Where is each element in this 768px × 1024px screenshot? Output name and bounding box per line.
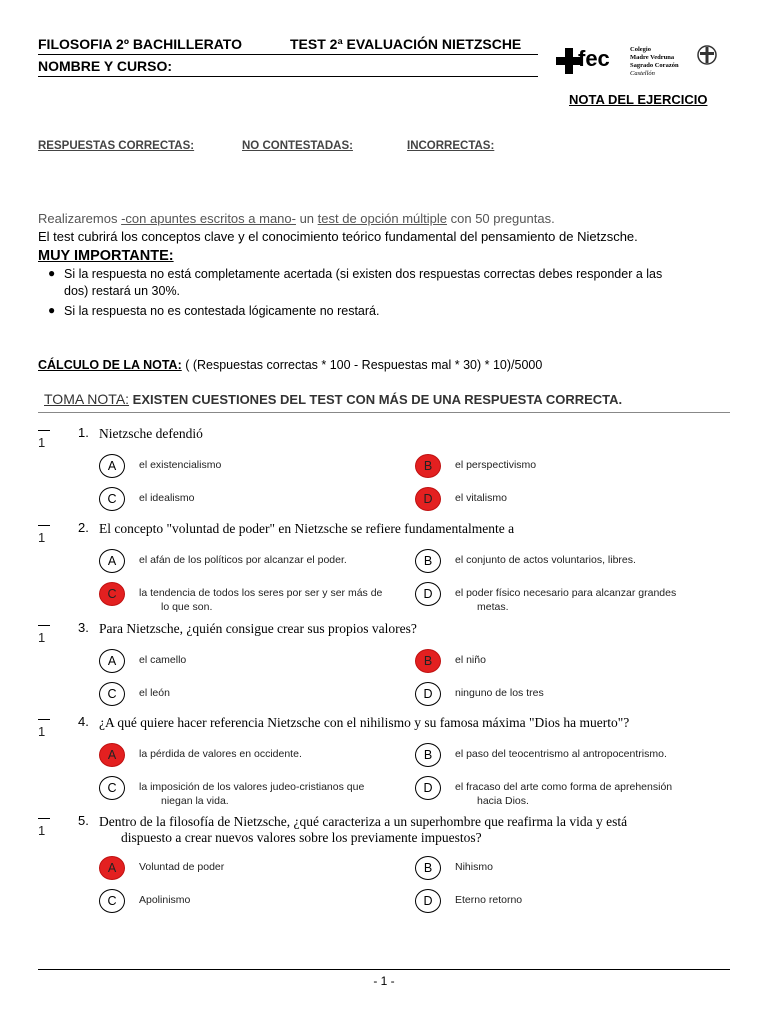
option-c-bubble[interactable]: C: [99, 582, 125, 606]
option-b-text: el paso del teocentrismo al antropocentrismo.: [455, 748, 667, 760]
option-c-text: la tendencia de todos los seres por ser y ser más de lo que son.: [139, 587, 383, 613]
option-a-bubble[interactable]: A: [99, 743, 125, 767]
option-b-text: Nihismo: [455, 861, 493, 873]
option-d-bubble[interactable]: D: [415, 487, 441, 511]
option-a-bubble[interactable]: A: [99, 549, 125, 573]
question-score: 1: [38, 719, 50, 739]
option-d-text: el poder físico necesario para alcanzar grandes metas.: [455, 587, 677, 613]
option-d-text: ninguno de los tres: [455, 687, 544, 699]
option-d-bubble[interactable]: D: [415, 682, 441, 706]
grade-formula: CÁLCULO DE LA NOTA: ( (Respuestas correctas * 100 - Respuestas mal * 30) * 10)/5000: [38, 358, 543, 372]
option-a-bubble[interactable]: A: [99, 856, 125, 880]
question-number: 2.: [78, 520, 89, 535]
question-number: 5.: [78, 813, 89, 828]
crest-icon: [696, 44, 718, 66]
question-text: El concepto "voluntad de poder" en Nietzsche se refiere fundamentalmente a: [99, 521, 515, 536]
option-b-text: el perspectivismo: [455, 459, 537, 471]
incorrect-label: INCORRECTAS:: [407, 140, 495, 152]
important-heading: MUY IMPORTANTE:: [38, 248, 174, 264]
bullet-icon: ●: [48, 266, 56, 280]
header-divider: [38, 54, 538, 55]
rule-bullet-1: Si la respuesta no está completamente acertada (si existen dos respuestas correctas debes responder a las dos) restará un 30%.: [64, 267, 663, 298]
option-c-bubble[interactable]: C: [99, 889, 125, 913]
question-text: ¿A qué quiere hacer referencia Nietzsche con el nihilismo y su famosa máxima "Dios ha muerto"?: [99, 715, 630, 730]
option-c-text: la imposición de los valores judeo-cristianos que niegan la vida.: [139, 781, 365, 807]
page-number: - 1 -: [373, 974, 395, 988]
test-title: TEST 2ª EVALUACIÓN NIETZSCHE: [290, 36, 522, 52]
option-d-text: Eterno retorno: [455, 894, 523, 906]
question-number: 3.: [78, 620, 89, 635]
option-c-bubble[interactable]: C: [99, 487, 125, 511]
option-b-bubble[interactable]: B: [415, 454, 441, 478]
question-text: Para Nietzsche, ¿quién consigue crear sus propios valores?: [99, 621, 417, 636]
option-c-bubble[interactable]: C: [99, 682, 125, 706]
option-a-text: el afán de los políticos por alcanzar el poder.: [139, 554, 347, 566]
question-score: 1: [38, 818, 50, 838]
subject-title: FILOSOFIA 2º BACHILLERATO: [38, 36, 242, 52]
option-d-text: el vitalismo: [455, 492, 507, 504]
bullet-icon: ●: [48, 303, 56, 317]
rule-bullet-2: Si la respuesta no es contestada lógicamente no restará.: [64, 304, 380, 318]
option-b-bubble[interactable]: B: [415, 743, 441, 767]
option-a-text: el existencialismo: [139, 459, 222, 471]
intro-paragraph-1: Realizaremos -con apuntes escritos a mano- un test de opción múltiple con 50 preguntas.: [38, 211, 555, 226]
option-d-bubble[interactable]: D: [415, 889, 441, 913]
question-number: 4.: [78, 714, 89, 729]
note-line: TOMA NOTA: EXISTEN CUESTIONES DEL TEST CON MÁS DE UNA RESPUESTA CORRECTA.: [44, 391, 623, 407]
question-score: 1: [38, 525, 50, 545]
option-a-bubble[interactable]: A: [99, 454, 125, 478]
option-a-bubble[interactable]: A: [99, 649, 125, 673]
option-a-text: Voluntad de poder: [139, 861, 225, 873]
option-b-bubble[interactable]: B: [415, 649, 441, 673]
option-c-text: el león: [139, 687, 170, 699]
correct-answers-label: RESPUESTAS CORRECTAS:: [38, 140, 195, 152]
option-d-text: el fracaso del arte como forma de aprehensión hacia Dios.: [455, 781, 673, 807]
option-c-text: el idealismo: [139, 492, 195, 504]
note-divider: [38, 412, 730, 413]
question-score: 1: [38, 625, 50, 645]
intro-paragraph-2: El test cubrirá los conceptos clave y el conocimiento teórico fundamental del pensamiento de Nietzsche.: [38, 229, 638, 244]
option-d-bubble[interactable]: D: [415, 776, 441, 800]
question-number: 1.: [78, 425, 89, 440]
question-text: Nietzsche defendió: [99, 426, 203, 441]
name-label: NOMBRE Y CURSO:: [38, 58, 173, 74]
grade-label: NOTA DEL EJERCICIO: [569, 92, 708, 107]
option-c-text: Apolinismo: [139, 894, 191, 906]
school-name: Colegio Madre Vedruna Sagrado Corazón Castellón: [630, 46, 679, 77]
option-b-text: el niño: [455, 654, 486, 666]
option-a-text: la pérdida de valores en occidente.: [139, 748, 302, 760]
footer-divider: [38, 969, 730, 970]
name-divider: [38, 76, 538, 77]
option-d-bubble[interactable]: D: [415, 582, 441, 606]
unanswered-label: NO CONTESTADAS:: [242, 140, 353, 152]
question-text: Dentro de la filosofía de Nietzsche, ¿qué caracteriza a un superhombre que reafirma la vida y está dispuesto a crear nuevos valores sobre los previamente impuestos?: [99, 814, 628, 845]
question-score: 1: [38, 430, 50, 450]
option-c-bubble[interactable]: C: [99, 776, 125, 800]
option-b-bubble[interactable]: B: [415, 549, 441, 573]
option-a-text: el camello: [139, 654, 187, 666]
option-b-text: el conjunto de actos voluntarios, libres.: [455, 554, 636, 566]
fec-brand: fec: [578, 46, 610, 71]
option-b-bubble[interactable]: B: [415, 856, 441, 880]
